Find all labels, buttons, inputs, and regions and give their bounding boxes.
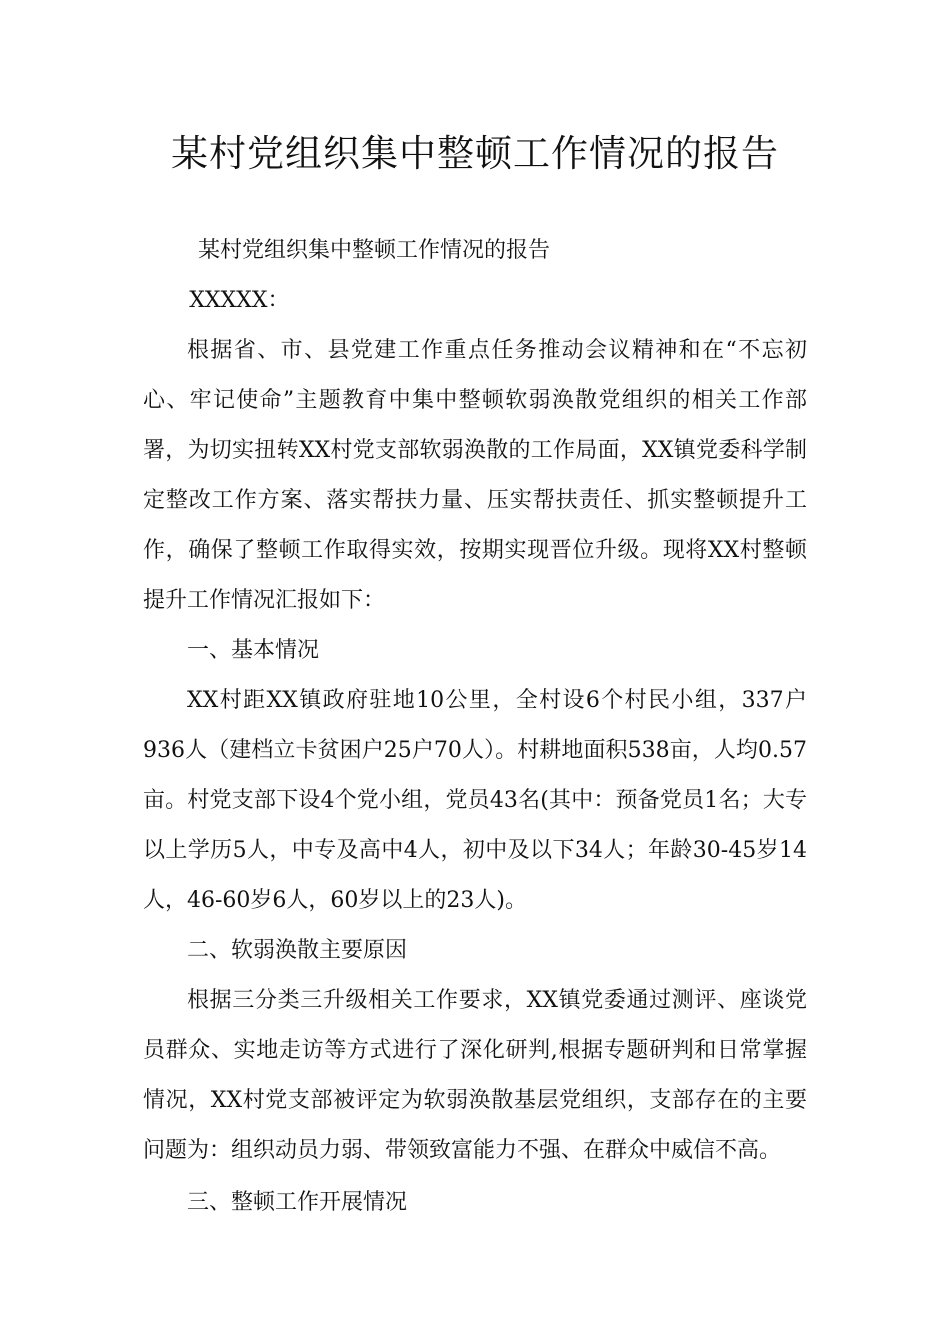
paragraph-basic-situation: XX村距XX镇政府驻地10公里，全村设6个村民小组，337户936人（建档立卡贫困户25户70人）。村耕地面积538亩，人均0.57亩。村党支部下设4个党小组，党员43名(其中：预备党员1名；大专以上学历5人，中专及高中4人，初中及以下34人；年龄30-45岁14人，46-60岁6人，60岁以上的23人)。 xyxy=(143,688,807,913)
section-heading-causes: 二、软弱涣散主要原因 xyxy=(187,938,408,963)
document-subtitle: 某村党组织集中整顿工作情况的报告 xyxy=(198,238,551,263)
greeting-line: XXXXX： xyxy=(189,288,290,313)
document-title: 某村党组织集中整顿工作情况的报告 xyxy=(171,132,779,175)
paragraph-intro: 根据省、市、县党建工作重点任务推动会议精神和在“不忘初心、牢记使命”主题教育中集中整顿软弱涣散党组织的相关工作部署，为切实扭转XX村党支部软弱涣散的工作局面，XX镇党委科学制定整改工作方案、落实帮扶力量、压实帮扶责任、抓实整顿提升工作，确保了整顿工作取得实效，按期实现晋位升级。现将XX村整顿提升工作情况汇报如下： xyxy=(143,338,807,613)
document-body xyxy=(143,226,807,1228)
section-heading-basic: 一、基本情况 xyxy=(187,638,320,663)
section-heading-progress: 三、整顿工作开展情况 xyxy=(187,1190,408,1215)
paragraph-causes: 根据三分类三升级相关工作要求，XX镇党委通过测评、座谈党员群众、实地走访等方式进行了深化研判,根据专题研判和日常掌握情况，XX村党支部被评定为软弱涣散基层党组织，支部存在的主要问题为：组织动员力弱、带领致富能力不强、在群众中威信不高。 xyxy=(143,988,807,1163)
